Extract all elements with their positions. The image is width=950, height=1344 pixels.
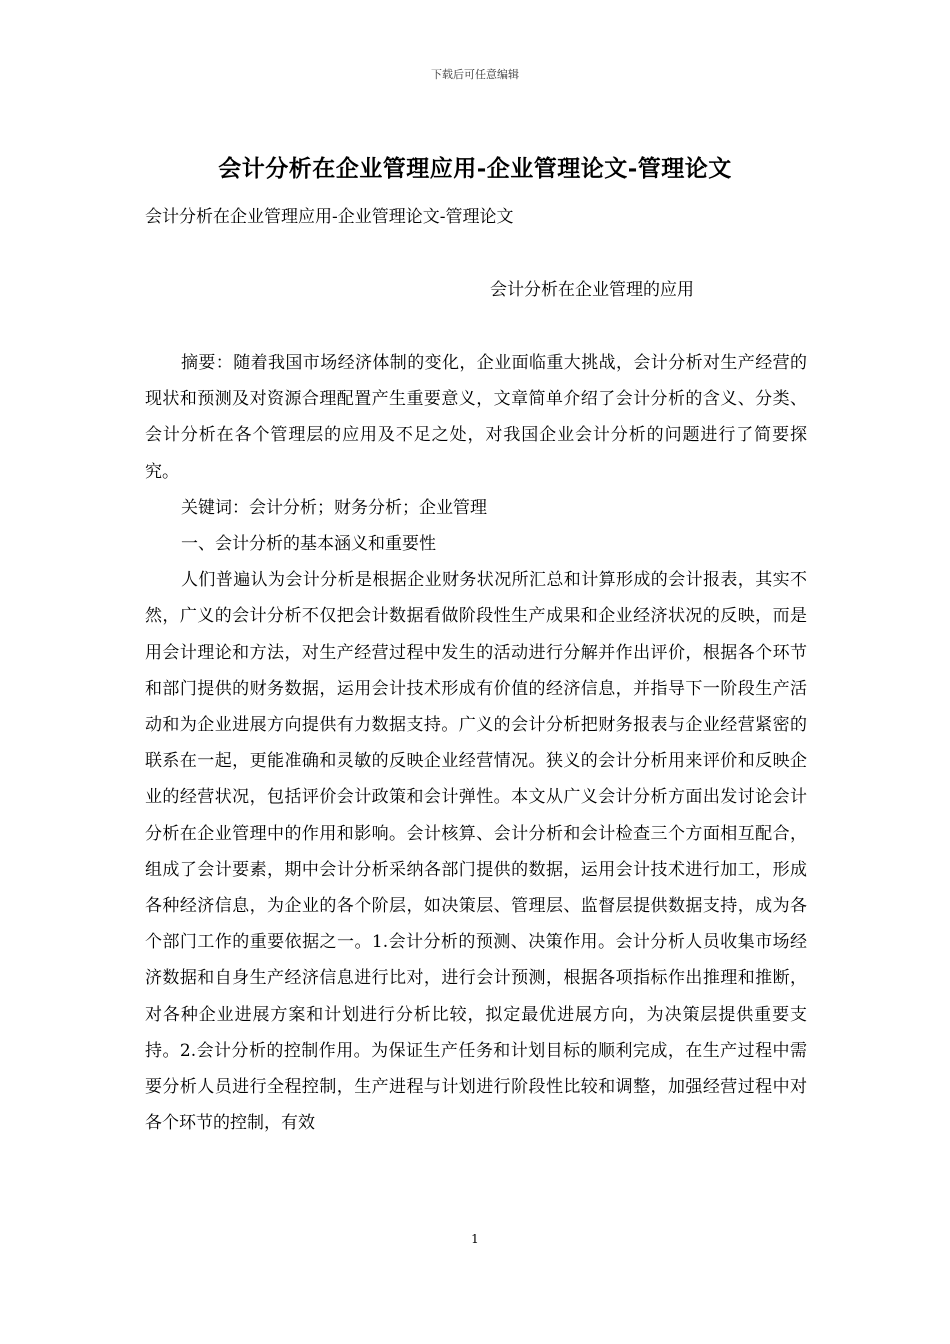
abstract-paragraph: 摘要：随着我国市场经济体制的变化，企业面临重大挑战，会计分析对生产经营的现状和预测及对资源合理配置产生重要意义，文章简单介绍了会计分析的含义、分类、会计分析在各个管理层的应用及不足之处，对我国企业会计分析的问题进行了简要探究。 [145,353,807,482]
keywords-paragraph: 关键词：会计分析；财务分析；企业管理 [181,497,487,518]
section-heading: 会计分析在企业管理的应用 [490,280,694,300]
document-subtitle: 会计分析在企业管理应用-企业管理论文-管理论文 [145,207,514,227]
page-number: 1 [471,1232,479,1246]
body-paragraph: 人们普遍认为会计分析是根据企业财务状况所汇总和计算形成的会计报表，其实不然，广义的会计分析不仅把会计数据看做阶段性生产成果和企业经济状况的反映，而是用会计理论和方法，对生产经营过程中发生的活动进行分解并作出评价，根据各个环节和部门提供的财务数据，运用会计技术形成有价值的经济信息，并指导下一阶段生产活动和为企业进展方向提供有力数据支持。广义的会计分析把财务报表与企业经营紧密的联系在一起，更能准确和灵敏的反映企业经营情况。狭义的会计分析用来评价和反映企业的经营状况，包括评价会计政策和会计弹性。本文从广义会计分析方面出发讨论会计分析在企业管理中的作用和影响。会计核算、会计分析和会计检查三个方面相互配合，组成了会计要素，期中会计分析采纳各部门提供的数据，运用会计技术进行加工，形成各种经济信息，为企业的各个阶层，如决策层、管理层、监督层提供数据支持，成为各个部门工作的重要依据之一。1.会计分析的预测、决策作用。会计分析人员收集市场经济数据和自身生产经济信息进行比对，进行会计预测，根据各项指标作出推理和推断，对各种企业进展方案和计划进行分析比较，拟定最优进展方向，为决策层提供重要支持。2.会计分析的控制作用。为保证生产任务和计划目标的顺利完成，在生产过程中需要分析人员进行全程控制，生产进程与计划进行阶段性比较和调整，加强经营过程中对各个环节的控制，有效 [145,570,807,1134]
page-header: 下载后可任意编辑 [431,68,519,81]
document-body [145,345,807,1141]
section-1-title: 一、会计分析的基本涵义和重要性 [181,534,436,555]
document-title: 会计分析在企业管理应用-企业管理论文-管理论文 [218,155,732,182]
